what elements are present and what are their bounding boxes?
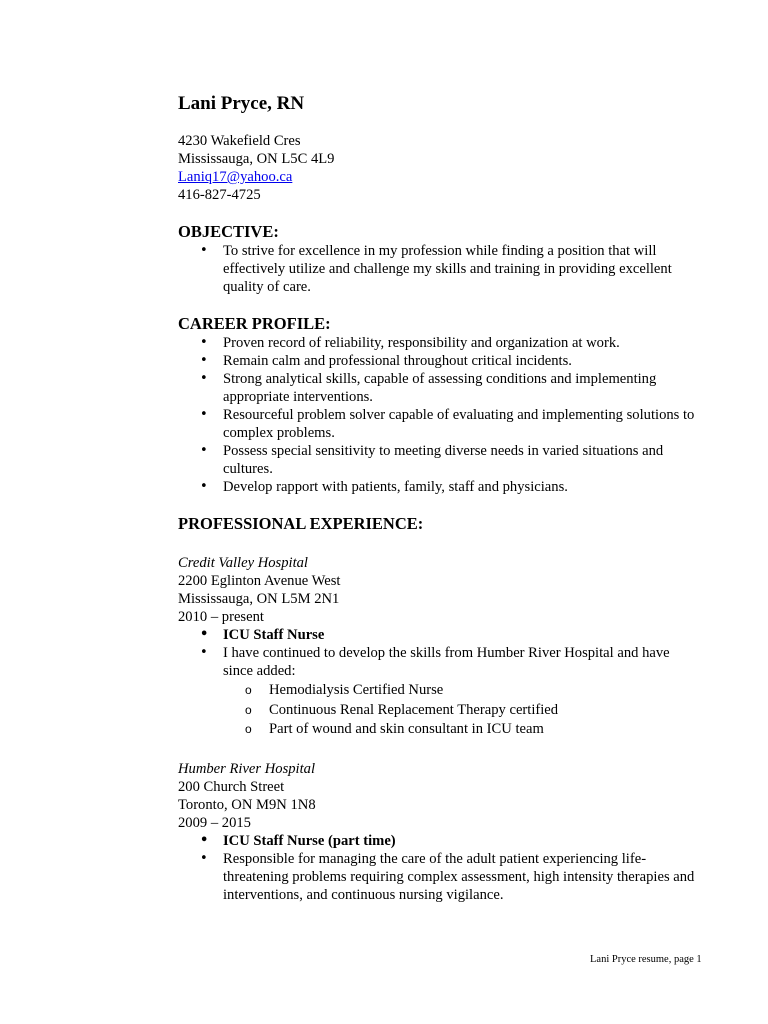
employment-dates: 2010 – present	[178, 609, 264, 625]
career-profile-heading: CAREER PROFILE:	[178, 314, 331, 333]
address-line-1: 4230 Wakefield Cres	[178, 133, 301, 149]
email-link[interactable]: Laniq17@yahoo.ca	[178, 169, 293, 185]
employer-address: 2200 Eglinton Avenue West	[178, 573, 341, 589]
employer-city: Toronto, ON M9N 1N8	[178, 796, 316, 813]
career-profile-item: • Proven record of reliability, responsibility and organization at work.	[178, 334, 698, 352]
employment-dates: 2009 – 2015	[178, 814, 251, 831]
certification-list	[223, 681, 698, 740]
page-footer: Lani Pryce resume, page 1	[590, 954, 702, 965]
job-details-list	[178, 626, 698, 740]
employer-city: Mississauga, ON L5M 2N1	[178, 591, 340, 607]
employer-block-humber-river	[178, 760, 698, 832]
contact-block	[178, 132, 698, 204]
certification-item: o Part of wound and skin consultant in ICU team	[223, 720, 698, 740]
career-profile-item: • Remain calm and professional throughout critical incidents.	[178, 352, 698, 370]
employer-name: Humber River Hospital	[178, 760, 316, 777]
job-role: • ICU Staff Nurse (part time)	[178, 832, 698, 850]
certification-item: o Continuous Renal Replacement Therapy certified	[223, 701, 698, 721]
employer-address: 200 Church Street	[178, 778, 285, 795]
applicant-name: Lani Pryce, RN	[178, 93, 305, 114]
employer-block-credit-valley	[178, 554, 698, 626]
job-description	[178, 644, 698, 740]
career-profile-item: • Possess special sensitivity to meeting diverse needs in varied situations and cultures.	[178, 442, 698, 478]
experience-heading: PROFESSIONAL EXPERIENCE:	[178, 514, 424, 533]
objective-item: • To strive for excellence in my profession while finding a position that will effectively utilize and challenge my skills and training in providing excellent quality of care.	[178, 242, 698, 296]
job-details-list	[178, 832, 698, 904]
certification-item: o Hemodialysis Certified Nurse	[223, 681, 698, 701]
address-line-2: Mississauga, ON L5C 4L9	[178, 151, 335, 167]
resume-page	[178, 92, 698, 904]
career-profile-item: • Resourceful problem solver capable of evaluating and implementing solutions to complex problems.	[178, 406, 698, 442]
employer-name: Credit Valley Hospital	[178, 555, 308, 571]
job-role: • ICU Staff Nurse	[178, 626, 698, 644]
job-description: • Responsible for managing the care of the adult patient experiencing life-threatening problems requiring complex assessment, high intensity therapies and interventions, and continuous nursing vigilance.	[178, 850, 698, 904]
career-profile-list	[178, 334, 698, 496]
career-profile-item: • Develop rapport with patients, family, staff and physicians.	[178, 478, 698, 496]
job-description-text: I have continued to develop the skills from Humber River Hospital and have since added:	[223, 645, 670, 679]
objective-heading: OBJECTIVE:	[178, 222, 279, 241]
phone-number: 416-827-4725	[178, 187, 261, 203]
career-profile-item: • Strong analytical skills, capable of assessing conditions and implementing appropriate interventions.	[178, 370, 698, 406]
objective-list	[178, 242, 698, 296]
